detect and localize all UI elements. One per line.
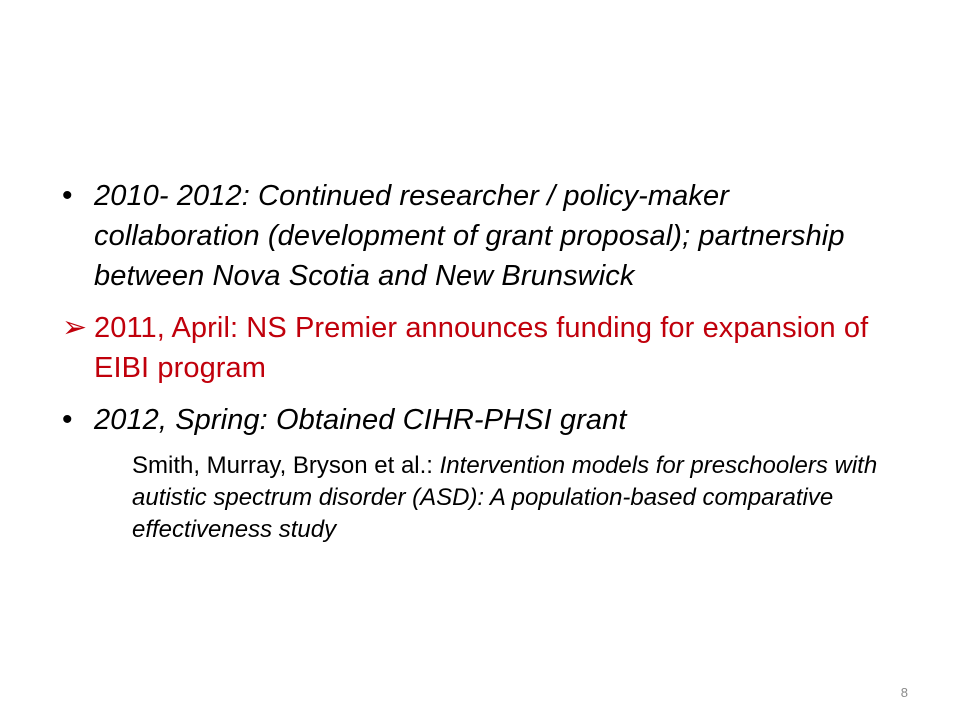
- slide-body: [62, 176, 902, 546]
- bullet-text-grant: 2012, Spring: Obtained CIHR-PHSI grant: [94, 404, 627, 436]
- page-number: 8: [900, 685, 908, 700]
- grant-citation: [132, 450, 902, 546]
- citation-authors: Smith, Murray, Bryson et al.:: [132, 452, 440, 479]
- bullet-item-grant: [62, 400, 902, 440]
- bullet-item-funding: [62, 308, 902, 388]
- bullet-text-funding: 2011, April: NS Premier announces funding for expansion of EIBI program: [94, 312, 869, 384]
- bullet-dot-icon: •: [62, 179, 73, 212]
- bullet-text-collaboration: 2010- 2012: Continued researcher / policy-maker collaboration (development of grant proposal); partnership between Nova Scotia and New Brunswick: [94, 180, 845, 292]
- bullet-item-collaboration: [62, 176, 902, 296]
- arrow-bullet-icon: ➢: [62, 311, 88, 344]
- bullet-dot-icon: •: [62, 403, 73, 436]
- citation-title: Intervention models for preschoolers with autistic spectrum disorder (ASD): A population-based comparative effectiveness study: [132, 452, 878, 543]
